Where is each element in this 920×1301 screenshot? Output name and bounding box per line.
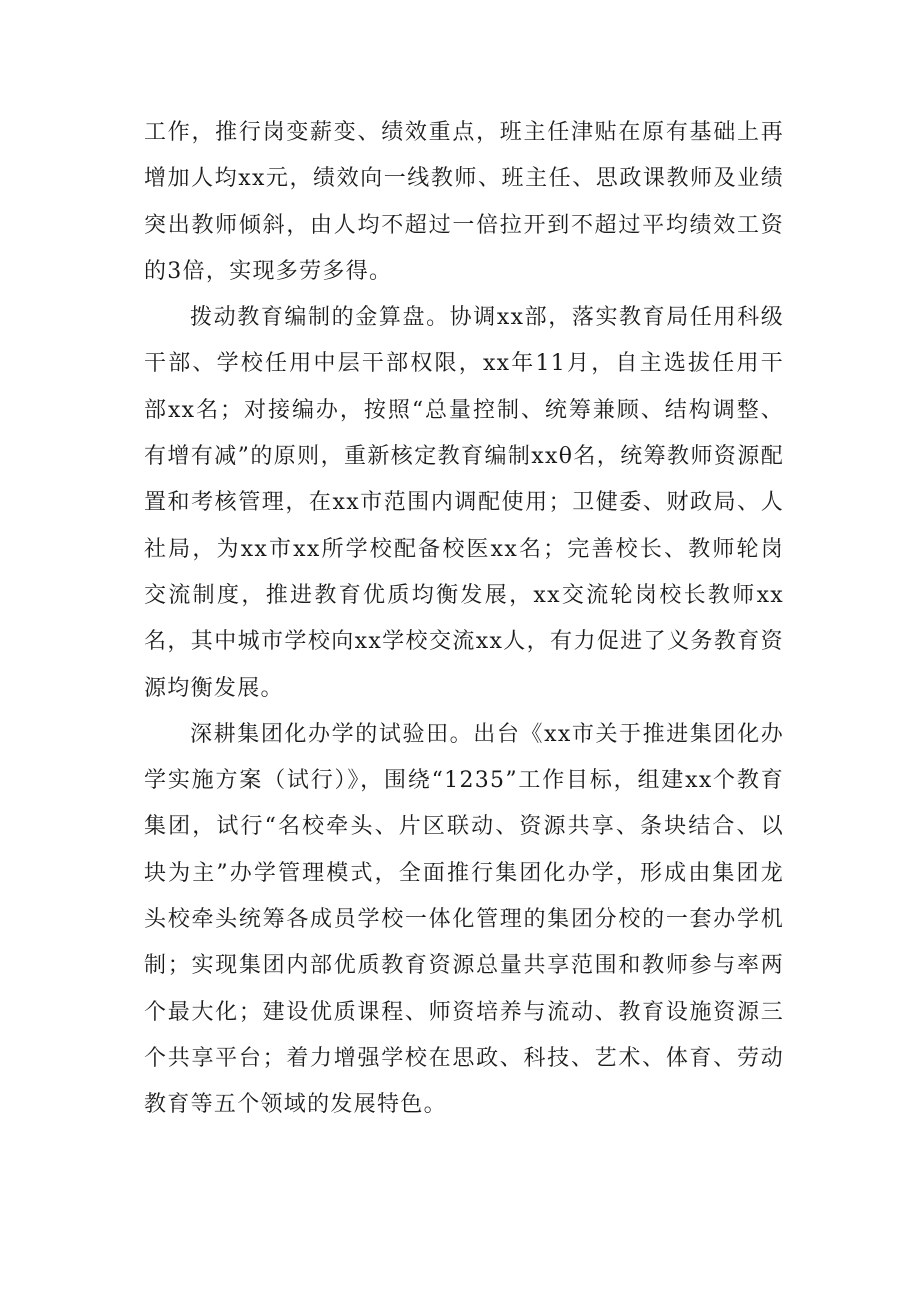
document-body xyxy=(144,110,784,1129)
paragraph-group-schooling: 深耕集团化办学的试验田。出台《xx市关于推进集团化办学实施方案（试行）》，围绕“1235”工作目标，组建xx个教育集团，试行“名校牵头、片区联动、资源共享、条块结合、以块为主”办学管理模式，全面推行集团化办学，形成由集团龙头校牵头统筹各成员学校一体化管理的集团分校的一套办学机制；实现集团内部优质教育资源总量共享范围和教师参与率两个最大化；建设优质课程、师资培养与流动、教育设施资源三个共享平台；着力增强学校在思政、科技、艺术、体育、劳动教育等五个领域的发展特色。 xyxy=(144,721,784,1118)
paragraph-education-staffing: 拨动教育编制的金算盘。协调xx部，落实教育局任用科级干部、学校任用中层干部权限，xx年11月，自主选拔任用干部xx名；对接编办，按照“总量控制、统筹兼顾、结构调整、有增有减”的原则，重新核定教育编制xxθ名，统筹教师资源配置和考核管理，在xx市范围内调配使用；卫健委、财政局、人社局，为xx市xx所学校配备校医xx名；完善校长、教师轮岗交流制度，推进教育优质均衡发展，xx交流轮岗校长教师xx名，其中城市学校向xx学校交流xx人，有力促进了义务教育资源均衡发展。 xyxy=(144,305,784,701)
paragraph-continuation: 工作，推行岗变薪变、绩效重点，班主任津贴在原有基础上再增加人均xx元，绩效向一线教师、班主任、思政课教师及业绩突出教师倾斜，由人均不超过一倍拉开到不超过平均绩效工资的3倍，实现多劳多得。 xyxy=(144,120,784,284)
